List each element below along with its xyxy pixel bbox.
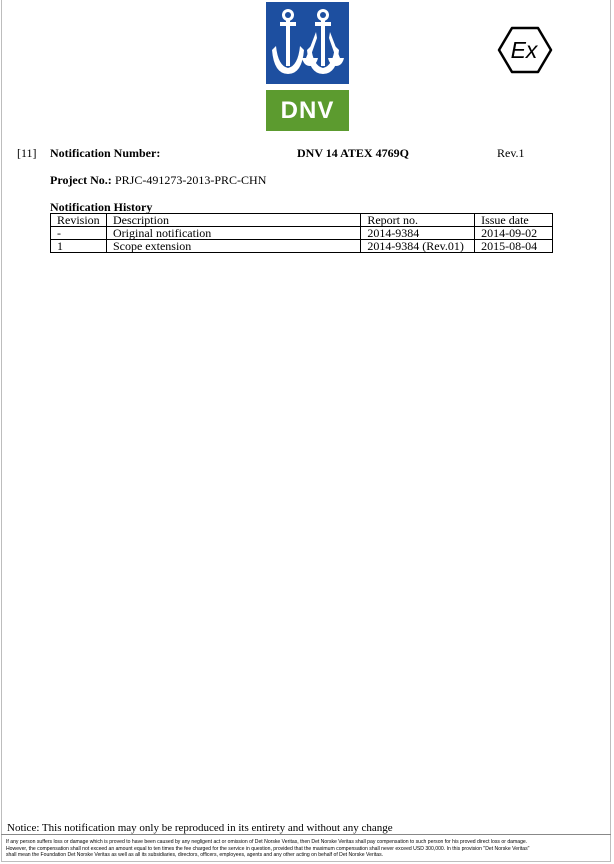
- table-cell: Scope extension: [106, 240, 360, 253]
- notification-number-label: Notification Number:: [50, 146, 161, 160]
- reproduction-notice: Notice: This notification may only be reproduced in its entirety and without any change: [7, 822, 393, 834]
- column-header: Revision: [51, 214, 107, 227]
- revision-label: Rev.1: [497, 146, 525, 160]
- dnv-anchor-logo: [266, 2, 349, 84]
- notification-ref: [11]: [17, 146, 37, 160]
- column-header: Description: [106, 214, 360, 227]
- logo-text: DNV: [280, 96, 335, 124]
- column-header: Issue date: [475, 214, 553, 227]
- table-cell: -: [51, 227, 107, 240]
- project-value: PRJC-491273-2013-PRC-CHN: [115, 173, 267, 187]
- dnv-wordmark-logo: [266, 90, 349, 131]
- column-header: Report no.: [361, 214, 475, 227]
- table-header-row: [51, 214, 553, 227]
- notification-number-value: DNV 14 ATEX 4769Q: [297, 146, 409, 160]
- table-cell: Original notification: [106, 227, 360, 240]
- table-cell: 2014-09-02: [475, 227, 553, 240]
- disclaimer-line: shall mean the Foundation Det Norske Veritas as well as all its subsidiaries, directors, officers, employees, agents and any other acting on behalf of Det Norske Veritas.: [6, 852, 384, 859]
- history-title: Notification History: [50, 200, 153, 214]
- anchor-icon: [266, 2, 349, 84]
- table-row: [51, 227, 553, 240]
- svg-text:Ex: Ex: [510, 37, 538, 63]
- table-cell: 1: [51, 240, 107, 253]
- table-row: [51, 240, 553, 253]
- liability-disclaimer: [6, 839, 606, 859]
- table-cell: 2014-9384 (Rev.01): [361, 240, 475, 253]
- project-label: Project No.:: [50, 173, 112, 187]
- table-cell: 2014-9384: [361, 227, 475, 240]
- ex-hexagon-icon: [497, 26, 553, 74]
- footer-divider: [1, 834, 611, 835]
- table-cell: 2015-08-04: [475, 240, 553, 253]
- history-table: [50, 213, 553, 253]
- disclaimer-line: However, the compensation shall not exceed an amount equal to ten times the fee charged for the service in question, provided that the maximum compensation shall never exceed USD 300,000. In this provision "Det Norske Veritas": [6, 845, 530, 852]
- disclaimer-line: If any person suffers loss or damage which is proved to have been caused by any negligent act or omission of Det Norske Veritas, then Det Norske Veritas shall pay compensation to such person for his proved direct loss or damage.: [6, 839, 528, 845]
